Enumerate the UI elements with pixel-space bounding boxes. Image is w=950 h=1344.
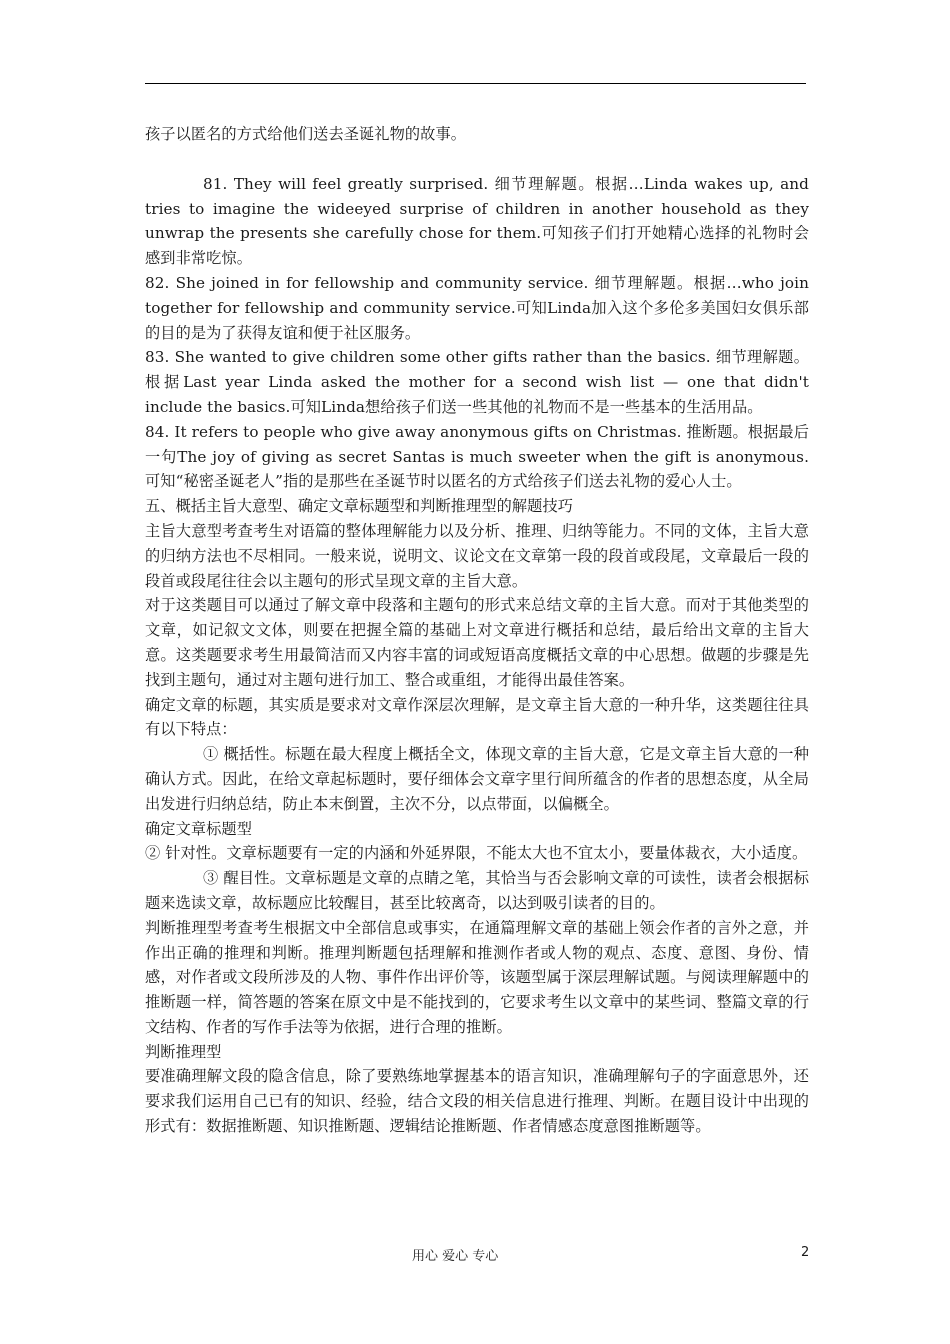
paragraph: 确定文章的标题，其实质是要求对文章作深层次理解，是文章主旨大意的一种升华，这类题往往具有以下特点： — [145, 695, 809, 739]
paragraph: 对于这类题目可以通过了解文章中段落和主题句的形式来总结文章的主旨大意。而对于其他类型的文章，如记叙文文体，则要在把握全篇的基础上对文章进行概括和总结，最后给出文章的主旨大意。这类题要求考生用最简洁而又内容丰富的词或短语高度概括文章的中心思想。做题的步骤是先找到主题句，通过对主题句进行加工、整合或重组，才能得出最佳答案。 — [145, 596, 809, 689]
paragraph: 判断推理型考查考生根据文中全部信息或事实，在通篇理解文章的基础上领会作者的言外之意，并作出正确的推理和判断。推理判断题包括理解和推测作者或人物的观点、态度、意图、身份、情感，对作者或文段所涉及的人物、事件作出评价等，该题型属于深层理解试题。与阅读理解题中的推断题一样，简答题的答案在原文中是不能找到的，它要求考生以文章中的某些词、整篇文章的行文结构、作者的写作手法等为依据，进行合理的推断。 — [145, 918, 809, 1036]
paragraph: 要准确理解文段的隐含信息，除了要熟练地掌握基本的语言知识，准确理解句子的字面意思外，还要求我们运用自己已有的知识、经验，结合文段的相关信息进行推理、判断。在题目设计中出现的形式有：数据推断题、知识推断题、逻辑结论推断题、作者情感态度意图推断题等。 — [145, 1067, 809, 1136]
section-heading: 五、概括主旨大意型、确定文章标题型和判断推理型的解题技巧 — [145, 497, 574, 516]
list-item-1: ① 概括性。标题在最大程度上概括全文，体现文章的主旨大意，它是文章主旨大意的一种确认方式。因此，在给文章起标题时，要仔细体会文章字里行间所蕴含的作者的思想态度，从全局出发进行归纳总结，防止本末倒置，主次不分，以点带面，以偏概全。 — [145, 745, 809, 813]
answer-82: 82. She joined in for fellowship and community service. 细节理解题。根据…who join together for fellowship and community service.可知Linda加入这个多伦多美国妇女俱乐部的目的是为了获得友谊和便于社区服务。 — [145, 273, 809, 342]
subheading-inference-type: 判断推理型 — [145, 1042, 222, 1061]
list-item-3: ③ 醒目性。文章标题是文章的点睛之笔，其恰当与否会影响文章的可读性，读者会根据标题来选读文章，故标题应比较醒目，甚至比较离奇，以达到吸引读者的目的。 — [145, 869, 809, 912]
paragraph: 孩子以匿名的方式给他们送去圣诞礼物的故事。 — [145, 125, 467, 143]
subheading-title-type: 确定文章标题型 — [145, 819, 253, 838]
answer-83: 83. She wanted to give children some other gifts rather than the basics. 细节理解题。根据Last year Linda asked the mother for a second wish list — one that didn't include the basics.可知Linda想给孩子们送一些其他的礼物而不是一些基本的生活用品。 — [145, 348, 809, 416]
paragraph: 主旨大意型考查考生对语篇的整体理解能力以及分析、推理、归纳等能力。不同的文体，主旨大意的归纳方法也不尽相同。一般来说，说明文、议论文在文章第一段的段首或段尾，文章最后一段的段首或段尾往往会以主题句的形式呈现文章的主旨大意。 — [145, 521, 809, 590]
blank-line — [145, 147, 809, 172]
page-number: 2 — [801, 1245, 810, 1260]
page-body — [145, 122, 809, 1139]
header-rule — [145, 83, 806, 84]
footer-tagline: 用心 爱心 专心 — [412, 1249, 499, 1264]
list-item-2: ② 针对性。文章标题要有一定的内涵和外延界限，不能太大也不宜太小，要量体裁衣，大小适度。 — [145, 844, 808, 863]
answer-81: 81. They will feel greatly surprised. 细节理解题。根据…Linda wakes up, and tries to imagine the wideeyed surprise of children in another household as they unwrap the presents she carefully chose for them.可知孩子们打开她精心选择的礼物时会感到非常吃惊。 — [145, 174, 809, 268]
answer-84: 84. It refers to people who give away anonymous gifts on Christmas. 推断题。根据最后一句The joy of giving as secret Santas is much sweeter when the gift is anonymous.可知“秘密圣诞老人”指的是那些在圣诞节时以匿名的方式给孩子们送去礼物的爱心人士。 — [145, 422, 809, 491]
